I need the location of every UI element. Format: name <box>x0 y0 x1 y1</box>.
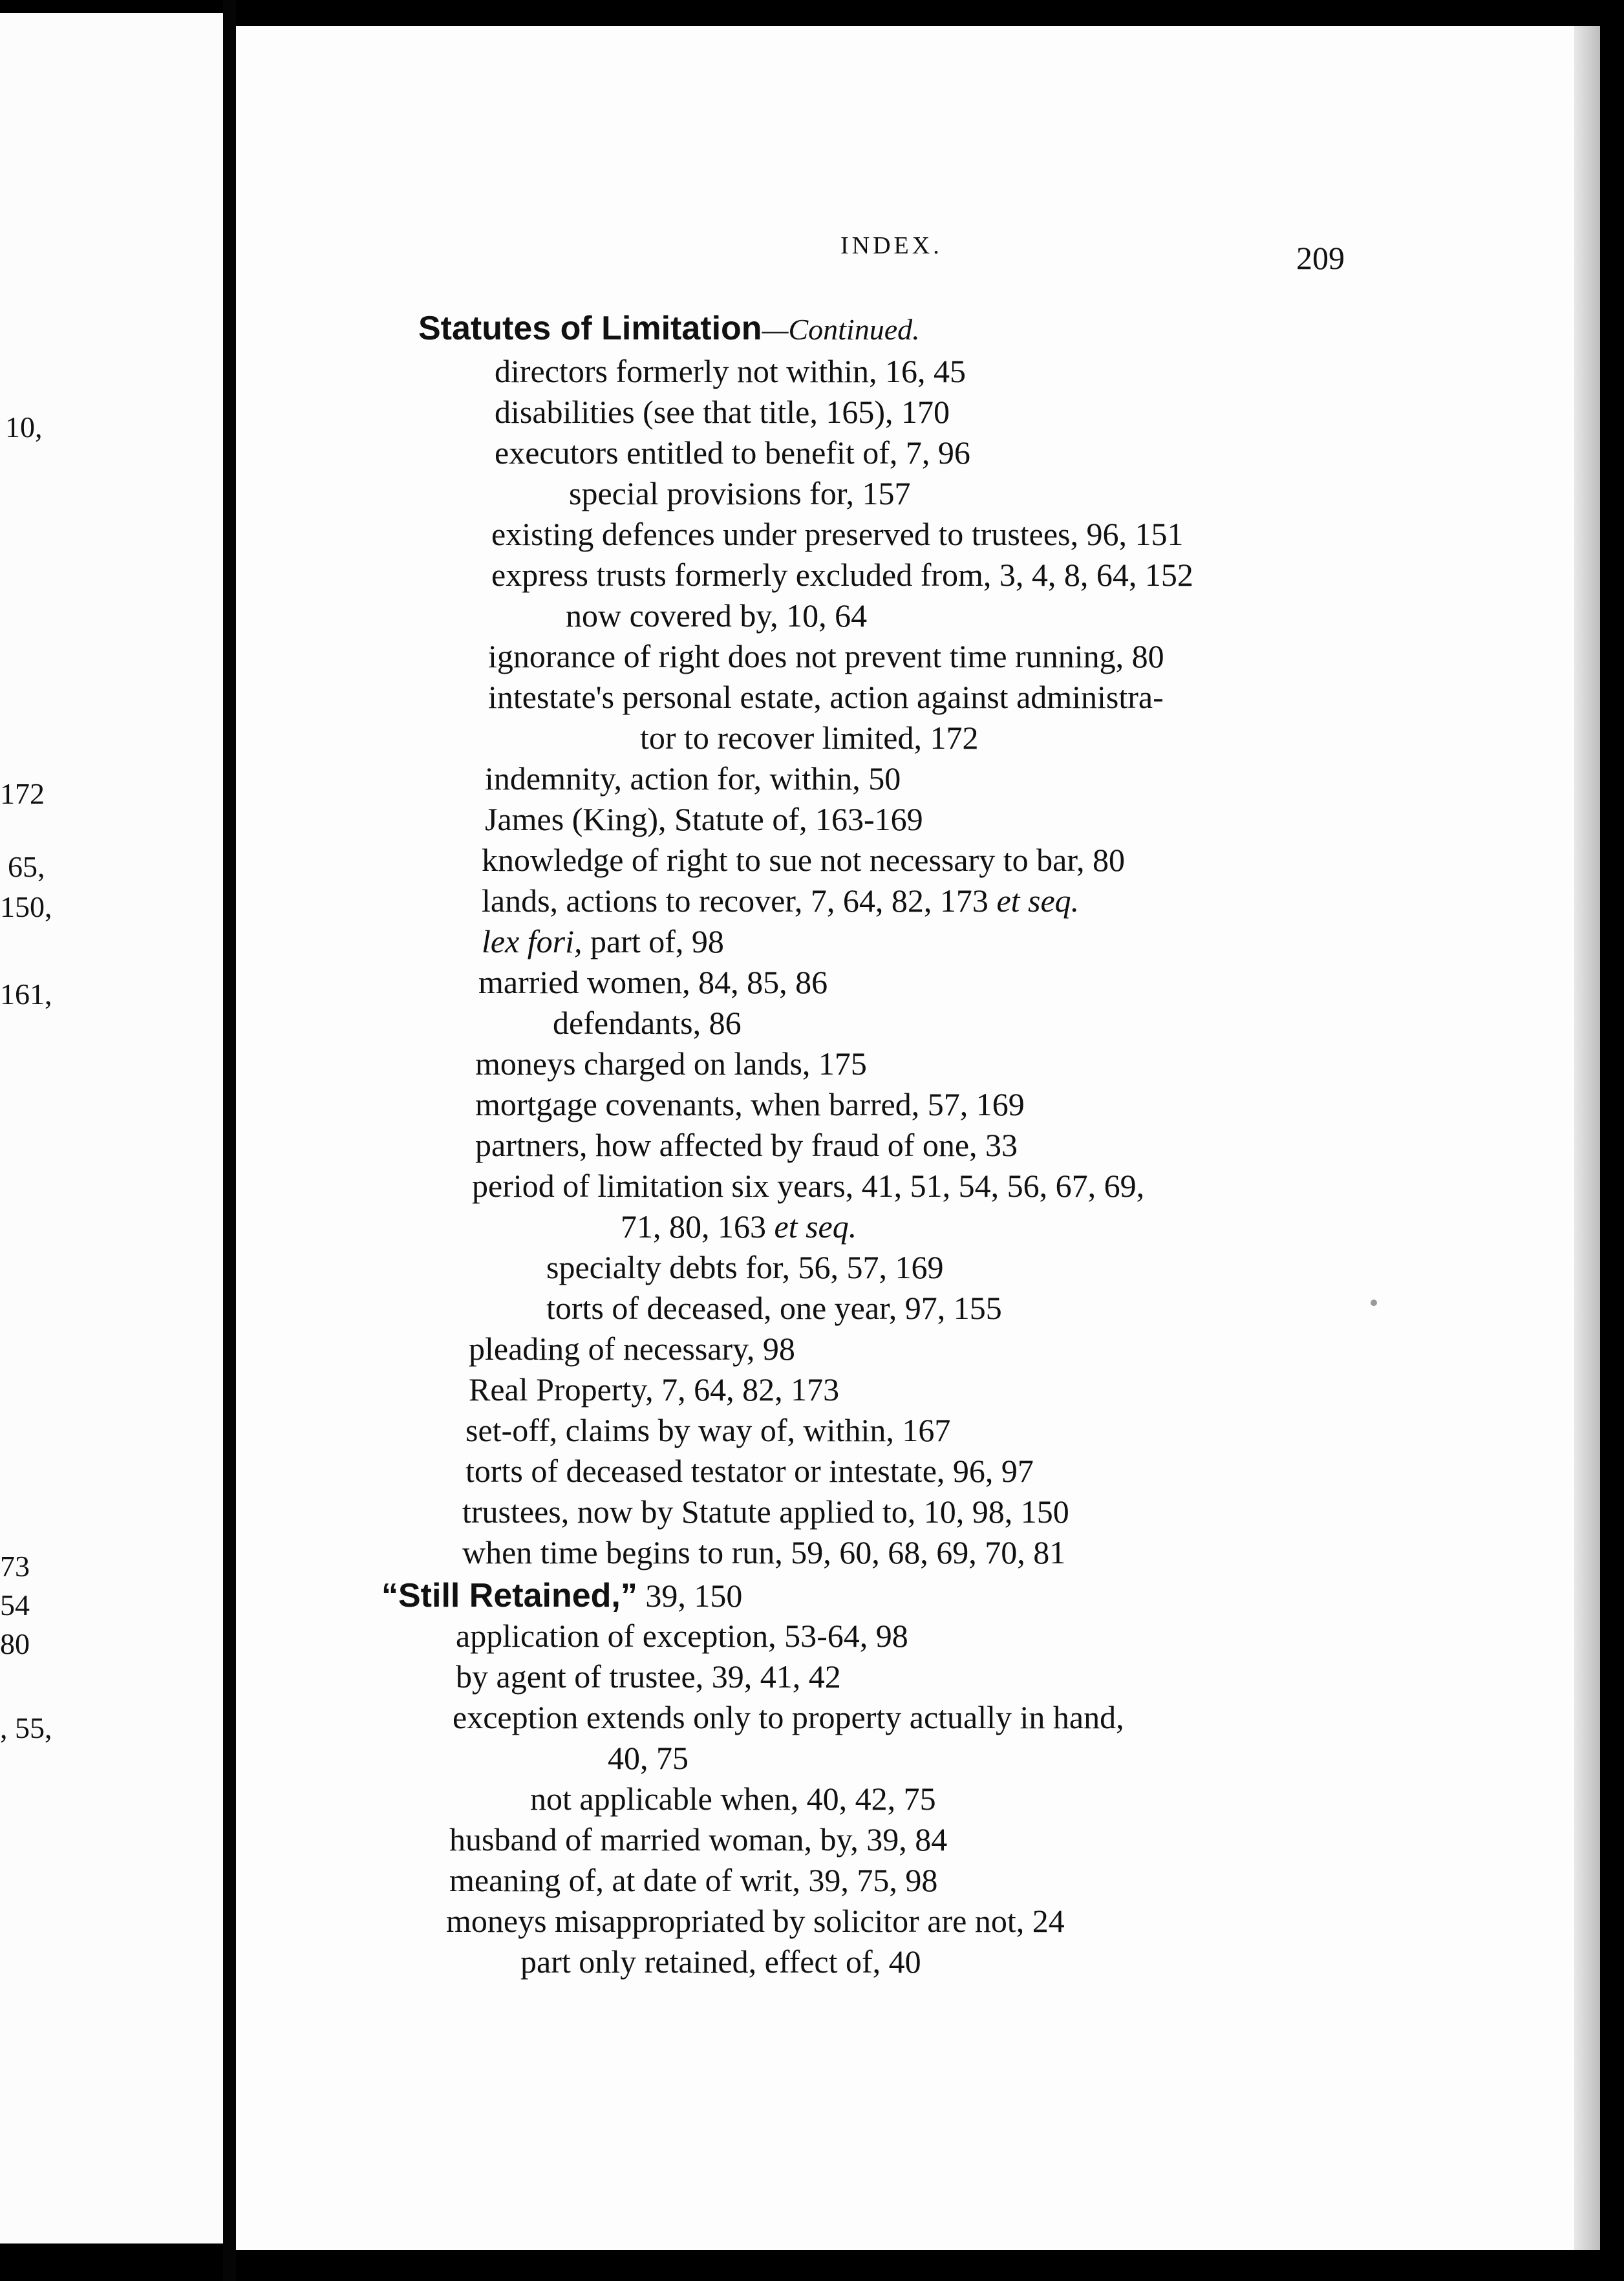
previous-page-edge <box>0 13 223 2244</box>
index-entry: trustees, now by Statute applied to, 10, 98, 150 <box>462 1494 1069 1530</box>
left-page-fragment: 150, <box>0 890 52 923</box>
left-page-fragment: 65, <box>8 850 45 883</box>
index-entry: Real Property, 7, 64, 82, 173 <box>469 1371 840 1408</box>
index-entry: pleading of necessary, 98 <box>469 1331 795 1367</box>
index-entry: set-off, claims by way of, within, 167 <box>465 1412 951 1448</box>
index-entry: intestate's personal estate, action against administra- <box>488 679 1164 715</box>
entry-italic: et seq. <box>774 1208 857 1245</box>
index-entry: partners, how affected by fraud of one, 33 <box>475 1127 1018 1163</box>
index-entry: knowledge of right to sue not necessary to bar, 80 <box>482 842 1125 878</box>
book-gutter <box>223 0 236 2281</box>
index-entry-continuation: tor to recover limited, 172 <box>640 720 979 756</box>
index-heading <box>418 310 920 347</box>
index-subentry: torts of deceased, one year, 97, 155 <box>546 1290 1002 1326</box>
entry-text: part of, 98 <box>590 923 724 959</box>
heading-pages: 39, 150 <box>645 1578 743 1614</box>
index-page <box>236 26 1600 2250</box>
index-entry: moneys misappropriated by solicitor are not, 24 <box>446 1903 1065 1939</box>
index-subentry: special provisions for, 157 <box>569 475 911 511</box>
continued-label: —Continued. <box>762 313 920 346</box>
index-subentry: defendants, 86 <box>553 1005 742 1041</box>
index-entry: James (King), Statute of, 163-169 <box>485 801 923 837</box>
index-entry: exception extends only to property actually in hand, <box>453 1699 1124 1735</box>
index-entry <box>482 883 1079 919</box>
index-entry: express trusts formerly excluded from, 3, 4, 8, 64, 152 <box>491 557 1193 593</box>
running-head: INDEX. <box>840 232 943 259</box>
left-page-fragment: 80 <box>0 1627 30 1660</box>
left-page-fragment: 73 <box>0 1550 30 1583</box>
entry-text: 71, 80, 163 <box>621 1208 766 1245</box>
index-entry: torts of deceased testator or intestate, 96, 97 <box>465 1453 1034 1489</box>
index-entry: mortgage covenants, when barred, 57, 169 <box>475 1086 1025 1122</box>
index-entry-continuation: 40, 75 <box>608 1740 689 1776</box>
entry-text: lands, actions to recover, 7, 64, 82, 173 <box>482 883 988 919</box>
page-number: 209 <box>1296 240 1345 276</box>
entry-italic: lex fori, <box>482 923 582 959</box>
index-heading <box>381 1578 742 1614</box>
left-page-fragment: 172 <box>0 777 45 810</box>
index-entry: husband of married woman, by, 39, 84 <box>449 1821 948 1858</box>
entry-italic: et seq. <box>996 883 1080 919</box>
index-entry: directors formerly not within, 16, 45 <box>495 353 967 389</box>
heading-text: “Still Retained,” <box>381 1577 637 1614</box>
index-entry: when time begins to run, 59, 60, 68, 69, 70, 81 <box>462 1534 1066 1570</box>
index-entry: existing defences under preserved to trustees, 96, 151 <box>491 516 1184 552</box>
index-entry-continuation <box>621 1209 857 1245</box>
index-entry: disabilities (see that title, 165), 170 <box>495 394 950 430</box>
index-entry: ignorance of right does not prevent time running, 80 <box>488 638 1164 674</box>
left-page-fragment: 161, <box>0 978 52 1011</box>
index-entry <box>482 924 724 959</box>
index-entries <box>236 26 1600 2250</box>
left-page-fragment: 54 <box>0 1589 30 1622</box>
index-entry: indemnity, action for, within, 50 <box>485 760 901 797</box>
index-subentry: specialty debts for, 56, 57, 169 <box>546 1249 944 1285</box>
index-subentry: now covered by, 10, 64 <box>566 597 868 634</box>
index-entry: meaning of, at date of writ, 39, 75, 98 <box>449 1862 938 1898</box>
index-entry: application of exception, 53-64, 98 <box>456 1618 908 1654</box>
heading-text: Statutes of Limitation <box>418 310 762 347</box>
index-entry: executors entitled to benefit of, 7, 96 <box>495 434 970 471</box>
left-page-fragment: , 55, <box>0 1711 52 1744</box>
index-subentry: not applicable when, 40, 42, 75 <box>530 1781 936 1817</box>
left-page-fragment: 10, <box>5 411 43 444</box>
index-entry: by agent of trustee, 39, 41, 42 <box>456 1658 841 1695</box>
index-entry: period of limitation six years, 41, 51, 54, 56, 67, 69, <box>472 1168 1145 1204</box>
index-subentry: part only retained, effect of, 40 <box>520 1944 921 1980</box>
index-entry: married women, 84, 85, 86 <box>478 964 828 1000</box>
index-entry: moneys charged on lands, 175 <box>475 1045 867 1082</box>
